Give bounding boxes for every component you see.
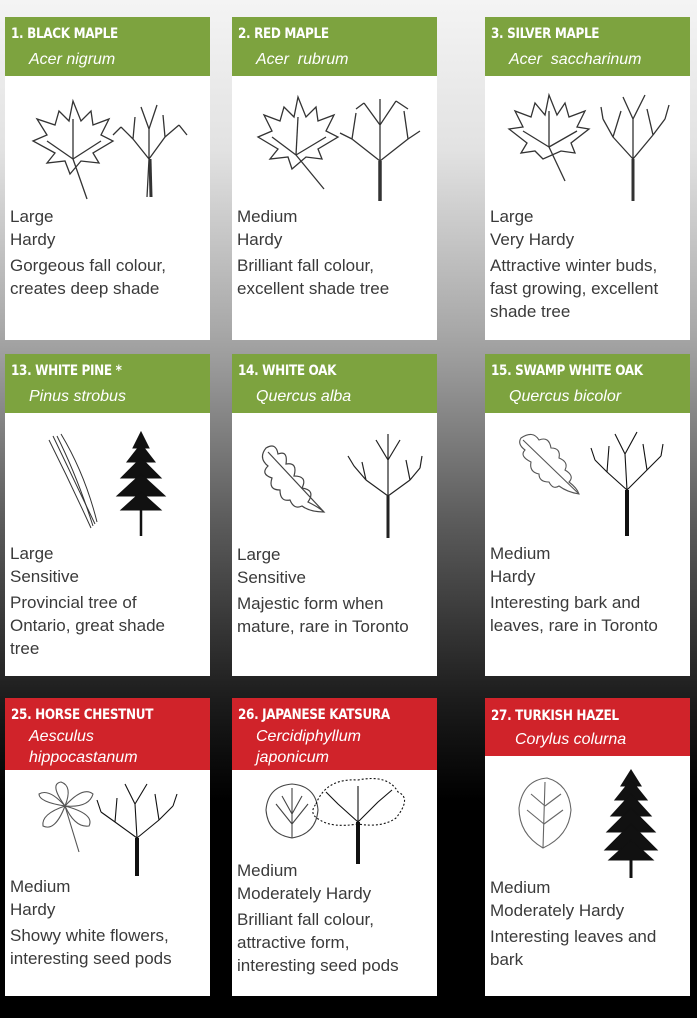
tree-info [237,543,409,638]
tree-note-line: shade tree [490,302,571,321]
tree-note-line: Interesting leaves and [490,927,657,946]
tree-size: Medium [237,207,298,226]
hazel-leaf-icon [519,778,571,848]
tree-hardiness: Very Hardy [490,230,575,249]
tree-illustration [513,424,683,539]
tree-illustration [262,774,432,869]
deciduous-tree-icon [113,105,187,197]
tree-card-turkish-hazel [485,698,690,996]
card-header [232,698,437,770]
tree-note-line: excellent shade tree [237,279,390,298]
tree-hardiness: Hardy [10,900,56,919]
tree-name: 13. WHITE PINE * [11,363,122,379]
tree-illustration [254,426,424,541]
deciduous-tree-icon [591,432,663,536]
tree-hardiness: Hardy [490,567,536,586]
tree-note-line: interesting seed pods [237,956,399,975]
tree-info [490,542,658,637]
round-leaf-icon [266,784,318,838]
card-header [5,17,210,76]
tree-card-japanese-katsura [232,698,437,996]
oak-leaf-icon [520,434,579,494]
card-header [485,17,690,76]
tree-info [10,205,166,300]
tree-illustration [25,89,195,204]
scientific-name: Cercidiphyllum japonicum [256,728,361,766]
scientific-name: Quercus alba [256,388,352,405]
tree-note-line: Interesting bark and [490,593,641,612]
tree-note-line: fast growing, excellent [490,279,659,298]
tree-note-line: mature, rare in Toronto [237,617,409,636]
tree-note-line: Provincial tree of [10,593,137,612]
tree-note-line: Attractive winter buds, [490,256,658,275]
tree-card-horse-chestnut [5,698,210,996]
tree-note-line: attractive form, [237,933,350,952]
scientific-name: Pinus strobus [29,388,126,405]
tree-size: Medium [237,861,298,880]
oak-leaf-icon [262,446,324,512]
tree-note-line: tree [10,639,40,658]
card-header [5,354,210,413]
scientific-name: Corylus colurna [515,731,627,748]
maple-leaf-icon [33,101,113,199]
tree-name: 2. RED MAPLE [238,26,329,42]
tree-name: 14. WHITE OAK [238,363,337,379]
tree-hardiness: Moderately Hardy [237,884,372,903]
card-header [485,354,690,413]
scientific-name: Acer saccharinum [509,51,642,68]
tree-hardiness: Hardy [237,230,283,249]
scientific-name: Aesculus hippocastanum [29,728,138,766]
tree-illustration [513,768,683,880]
maple-leaf-icon [509,95,589,181]
tree-note-line: bark [490,950,524,969]
scientific-name: Quercus bicolor [509,388,622,405]
tree-name: 27. TURKISH HAZEL [491,708,619,724]
tree-note-line: Gorgeous fall colour, [10,256,166,275]
tree-info [490,876,656,971]
tree-note-line: creates deep shade [10,279,160,298]
tree-info [490,205,658,323]
tree-name: 3. SILVER MAPLE [491,26,600,42]
tree-name: 15. SWAMP WHITE OAK [491,363,643,379]
tree-info [237,205,389,300]
tree-size: Medium [10,877,71,896]
tree-card-silver-maple [485,17,690,340]
tree-size: Large [10,544,54,563]
card-header [485,698,690,756]
deciduous-tree-icon [348,434,422,538]
tree-card-white-pine [5,354,210,676]
pine-needles-icon [49,434,97,528]
tree-note-line: Showy white flowers, [10,926,169,945]
pine-tree-icon [117,432,165,536]
tree-name: 25. HORSE CHESTNUT [11,707,154,723]
tree-illustration [252,89,422,204]
tree-size: Large [10,207,54,226]
tree-name: 1. BLACK MAPLE [11,26,118,42]
deciduous-tree-icon [601,95,669,201]
tree-hardiness: Sensitive [10,567,79,586]
tree-card-red-maple [232,17,437,340]
tree-info [237,859,399,977]
card-header [232,17,437,76]
tree-illustration [505,89,675,204]
tree-card-white-oak [232,354,437,676]
deciduous-tree-icon [340,99,420,201]
deciduous-tree-icon [97,784,177,876]
conical-tree-icon [605,770,657,878]
tree-name: 26. JAPANESE KATSURA [238,707,390,723]
tree-note-line: Ontario, great shade [10,616,165,635]
card-header [232,354,437,413]
tree-note-line: Brilliant fall colour, [237,910,375,929]
tree-note-line: interesting seed pods [10,949,172,968]
maple-leaf-icon [258,97,338,189]
tree-size: Medium [490,544,551,563]
tree-size: Large [237,545,281,564]
deciduous-tree-icon [313,779,405,865]
tree-size: Large [490,207,534,226]
compound-leaf-icon [39,782,93,852]
tree-info [10,875,172,970]
scientific-name: Acer rubrum [256,51,349,68]
tree-card-black-maple [5,17,210,340]
tree-note-line: Majestic form when [237,594,384,613]
card-header [5,698,210,770]
tree-hardiness: Hardy [10,230,56,249]
tree-hardiness: Sensitive [237,568,306,587]
tree-hardiness: Moderately Hardy [490,901,625,920]
tree-size: Medium [490,878,551,897]
tree-illustration [35,776,200,881]
tree-card-swamp-white-oak [485,354,690,676]
tree-note-line: Brilliant fall colour, [237,256,375,275]
tree-info [10,542,165,660]
scientific-name: Acer nigrum [29,51,116,68]
tree-note-line: leaves, rare in Toronto [490,616,658,635]
tree-illustration [35,426,195,541]
